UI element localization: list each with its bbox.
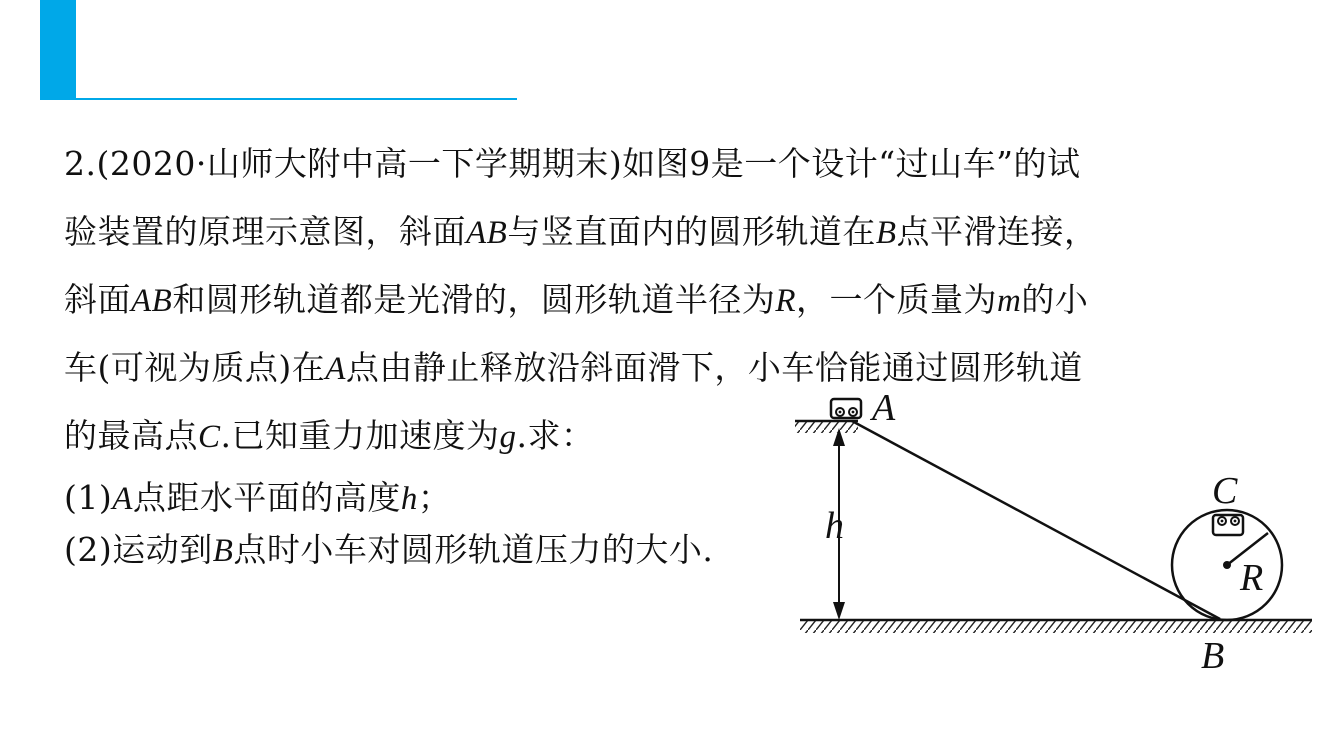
problem-line-2: 验装置的原理示意图，斜面AB与竖直面内的圆形轨道在B点平滑连接， — [64, 212, 1098, 251]
label-h: h — [825, 505, 844, 547]
label-c: C — [1212, 470, 1238, 512]
question-2: (2)运动到B点时小车对圆形轨道压力的大小. — [64, 530, 714, 569]
problem-line-1: 2.(2020·山师大附中高一下学期期末)如图9是一个设计“过山车”的试 — [64, 144, 1081, 183]
cart-at-a-icon — [831, 399, 861, 418]
question-1: (1)A点距水平面的高度h； — [64, 478, 452, 517]
center-point — [1223, 561, 1231, 569]
problem-line-5: 的最高点C.已知重力加速度为g.求： — [64, 416, 595, 455]
top-platform — [795, 421, 858, 433]
label-a: A — [872, 387, 896, 429]
problem-line-4: 车(可视为质点)在A点由静止释放沿斜面滑下，小车恰能通过圆形轨道 — [64, 348, 1083, 387]
label-r: R — [1240, 557, 1264, 599]
label-b: B — [1201, 635, 1225, 677]
problem-line-3: 斜面AB和圆形轨道都是光滑的，圆形轨道半径为R，一个质量为m的小 — [64, 280, 1089, 319]
cart-at-c-icon — [1213, 515, 1243, 535]
ground-surface — [800, 620, 1312, 633]
incline-ab — [852, 421, 1220, 619]
